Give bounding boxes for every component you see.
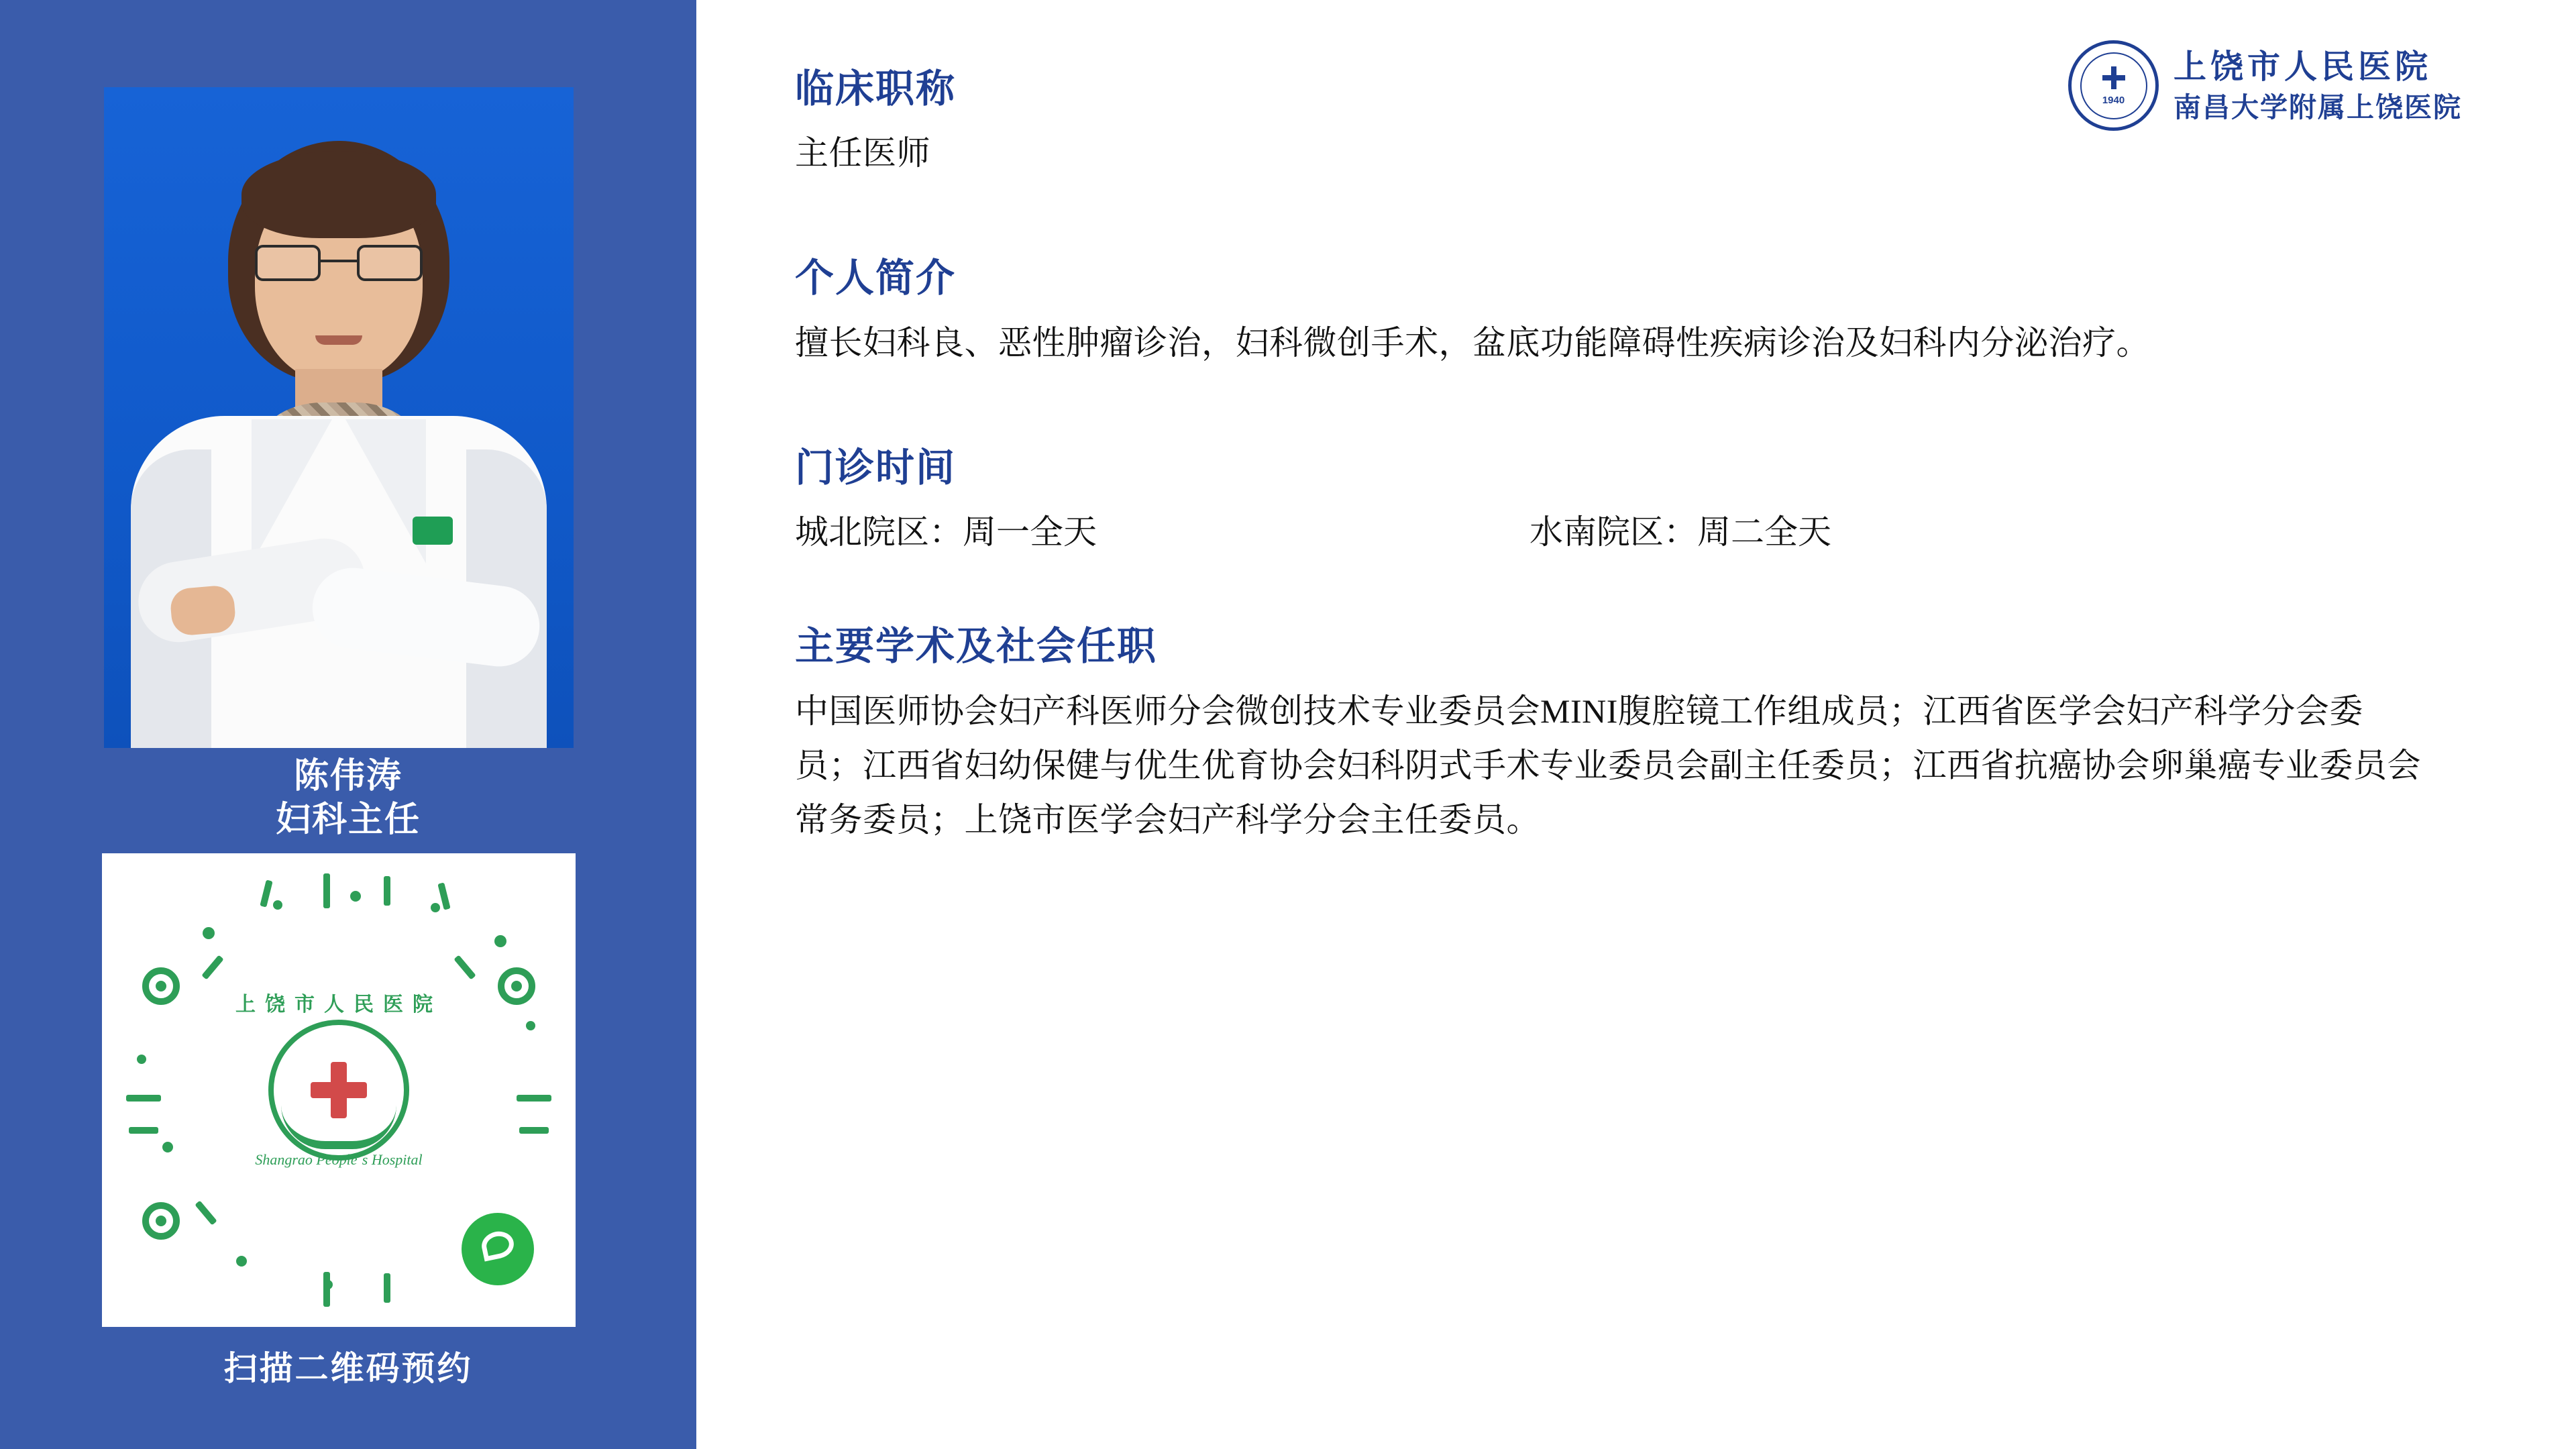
content-area [778,0,2496,1449]
section-heading-title: 临床职称 [795,67,957,111]
qr-tick [201,955,223,979]
doctor-profile-body [795,64,2425,847]
scan-caption: 扫描二维码预约 [223,1350,473,1387]
qr-dot [526,1021,535,1030]
hospital-name-line2: 南昌大学附属上饶医院 [2174,91,2462,123]
left-panel-inner [0,0,696,1449]
section-body-title: 主任医师 [795,134,930,172]
hospital-name-line1: 上饶市人民医院 [2174,48,2432,86]
clinic-hours-shuinan: 水南院区：周二全天 [1529,513,1831,551]
qr-dot [494,935,506,947]
glasses-lens-left [255,245,321,281]
qr-dot [137,1055,146,1064]
panel-divider [696,0,703,1449]
spacer [795,559,2425,621]
qr-tick [384,876,390,906]
qr-dot [203,927,215,939]
qr-tick [323,1272,330,1307]
portrait-mouth [315,335,362,345]
qr-dot [431,903,440,912]
portrait-hand [169,584,237,637]
qr-eye-bottom-left [142,1202,180,1240]
section-body-appointments: 中国医师协会妇产科医师分会微创技术专业委员会MINI腹腔镜工作组成员；江西省医学会妇产科学分会委员；江西省妇幼保健与优生优育协会妇科阴式手术专业委员会副主任委员；江西省抗癌协会卵巢癌专业委员会常务委员；上饶市医学会妇产科学分会主任委员。 [795,692,2421,839]
glasses-icon [255,245,423,282]
clinic-hours-chengbei: 城北院区：周一全天 [795,513,1097,551]
qr-tick [453,955,476,979]
qr-tick [323,873,330,908]
section-heading-appointments: 主要学术及社会任职 [795,625,1158,669]
qr-code[interactable] [102,853,576,1327]
doctor-role: 妇科主任 [275,801,421,839]
glasses-bridge [321,260,357,262]
portrait-fringe [241,151,436,238]
qr-tick [517,1095,551,1102]
left-blue-panel [0,0,696,1449]
section-body-bio: 擅长妇科良、恶性肿瘤诊治，妇科微创手术，盆底功能障碍性疾病诊治及妇科内分泌治疗。 [795,323,2150,362]
qr-tick [519,1127,549,1134]
glasses-lens-right [357,245,423,281]
qr-hospital-name-en: Shangrao People`s Hospital [255,1151,423,1168]
doctor-portrait [104,87,574,748]
section-heading-bio: 个人简介 [795,256,957,301]
qr-dot [236,1256,247,1267]
qr-tick [195,1200,217,1225]
emblem-year: 1940 [2102,95,2125,106]
doctor-name-block [0,755,696,842]
qr-hospital-name-cn: 上饶市人民医院 [235,994,442,1016]
qr-tick [129,1127,158,1134]
spacer [795,370,2425,443]
clinic-hours-row [795,505,2425,559]
coat-badge-icon [413,517,453,545]
doctor-name: 陈伟涛 [293,757,402,796]
qr-dot [350,891,361,902]
section-heading-clinic-hours: 门诊时间 [795,445,957,490]
qr-tick [260,879,272,907]
spacer [795,180,2425,253]
qr-dot [273,900,282,910]
qr-tick [126,1095,161,1102]
wechat-icon[interactable] [462,1213,534,1285]
qr-tick [384,1273,390,1303]
